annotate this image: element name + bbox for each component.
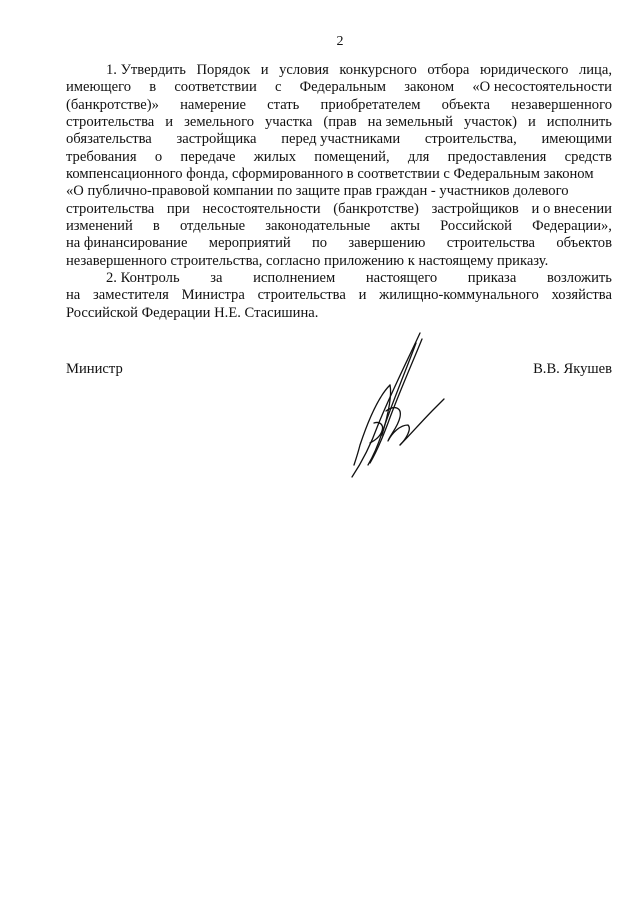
- word: и: [165, 114, 174, 131]
- word: Федеральным: [299, 79, 387, 96]
- word: исполнением: [253, 270, 336, 287]
- word: перед участниками: [281, 131, 401, 148]
- word: изменений: [66, 218, 133, 235]
- order-body: [66, 62, 612, 322]
- text-line: Российской Федерации Н.Е. Стасишина.: [66, 304, 319, 321]
- word: жилых: [253, 148, 296, 165]
- word: Порядок: [196, 62, 251, 78]
- word: строительства: [446, 235, 536, 252]
- word: лица,: [578, 62, 612, 78]
- word: с: [274, 79, 282, 96]
- word: при: [166, 200, 190, 217]
- word: законодательные: [265, 218, 371, 235]
- word: требования: [66, 148, 137, 165]
- text-line: [66, 114, 612, 131]
- word: участок): [463, 114, 517, 131]
- word: (банкротстве)»: [66, 96, 159, 113]
- word: имеющего: [66, 79, 132, 96]
- word: стать: [267, 96, 300, 113]
- word: исполнить: [546, 114, 612, 131]
- text-line: [66, 97, 612, 114]
- word: условия: [279, 62, 329, 78]
- text-line: [66, 183, 612, 200]
- word: приобретателем: [320, 96, 421, 113]
- word: объекта: [441, 96, 490, 113]
- word: приказа: [467, 270, 517, 287]
- word: Федерации»,: [532, 218, 612, 235]
- word: на земельный: [367, 114, 453, 131]
- paragraph-2: [66, 270, 612, 322]
- word: и: [260, 62, 269, 78]
- word: строительства: [66, 114, 155, 131]
- word: участка: [265, 114, 313, 131]
- word: обязательства: [66, 131, 152, 148]
- word: возложить: [546, 270, 612, 287]
- word: по: [311, 235, 328, 252]
- text-line: [66, 287, 612, 304]
- word: и о внесении: [531, 200, 612, 217]
- word: (банкротстве): [333, 200, 419, 217]
- paragraph-1: [66, 62, 612, 270]
- text-line: [66, 131, 612, 148]
- word: завершению: [348, 235, 426, 252]
- word: предоставления: [447, 148, 547, 165]
- word: заместителя: [93, 287, 169, 304]
- word: Российской: [440, 218, 512, 235]
- word: строительства: [257, 287, 346, 304]
- word: земельного: [184, 114, 254, 131]
- word: конкурсного: [339, 62, 417, 78]
- text-line: [66, 62, 612, 79]
- text-line: [66, 149, 612, 166]
- text-line: [66, 235, 612, 252]
- word: строительства: [66, 200, 155, 217]
- word: хозяйства: [551, 287, 612, 304]
- text-line: [66, 270, 612, 287]
- word: отдельные: [179, 218, 246, 235]
- word: отбора: [427, 62, 470, 78]
- word: намерение: [180, 96, 246, 113]
- word: объектов: [556, 235, 612, 252]
- word: в: [152, 218, 160, 235]
- word: застройщика: [176, 131, 257, 148]
- word: акты: [390, 218, 420, 235]
- word: юридического: [479, 62, 569, 78]
- word: и: [358, 287, 367, 304]
- word: о: [154, 148, 163, 165]
- text-line: [66, 218, 612, 235]
- word: «О публично-правовой компании по защите прав граждан - участников долевого: [66, 183, 569, 200]
- word: компенсационного фонда, сформированного в соответствии с Федеральным законом: [66, 166, 594, 183]
- word: законом: [404, 79, 455, 96]
- word: на: [66, 287, 81, 304]
- word: в: [149, 79, 157, 96]
- word: 1. Утвердить: [106, 62, 186, 78]
- signatory-role: Министр: [66, 361, 123, 377]
- word: несостоятельности: [202, 200, 321, 217]
- word: средств: [564, 148, 612, 165]
- text-line: [66, 79, 612, 96]
- word: 2. Контроль: [106, 270, 180, 287]
- signatory-name: В.В. Якушев: [533, 361, 612, 377]
- word: для: [407, 148, 430, 165]
- word: и: [527, 114, 536, 131]
- word: мероприятий: [208, 235, 291, 252]
- word: помещений,: [314, 148, 390, 165]
- text-line: [66, 166, 612, 183]
- word: настоящего: [365, 270, 438, 287]
- word: Министра: [181, 287, 245, 304]
- page-number: 2: [336, 34, 344, 49]
- word: передаче: [180, 148, 236, 165]
- word: строительства,: [424, 131, 517, 148]
- word: застройщиков: [431, 200, 519, 217]
- word: (прав: [323, 114, 357, 131]
- text-line: [66, 201, 612, 218]
- word: «О несостоятельности: [472, 79, 612, 96]
- word: за: [210, 270, 223, 287]
- word: незавершенного: [511, 96, 612, 113]
- word: жилищно-коммунального: [379, 287, 539, 304]
- word: соответствии: [174, 79, 257, 96]
- text-line: незавершенного строительства, согласно приложению к настоящему приказу.: [66, 252, 549, 269]
- word: имеющими: [541, 131, 612, 148]
- word: на финансирование: [66, 235, 188, 252]
- handwritten-signature: [330, 325, 450, 485]
